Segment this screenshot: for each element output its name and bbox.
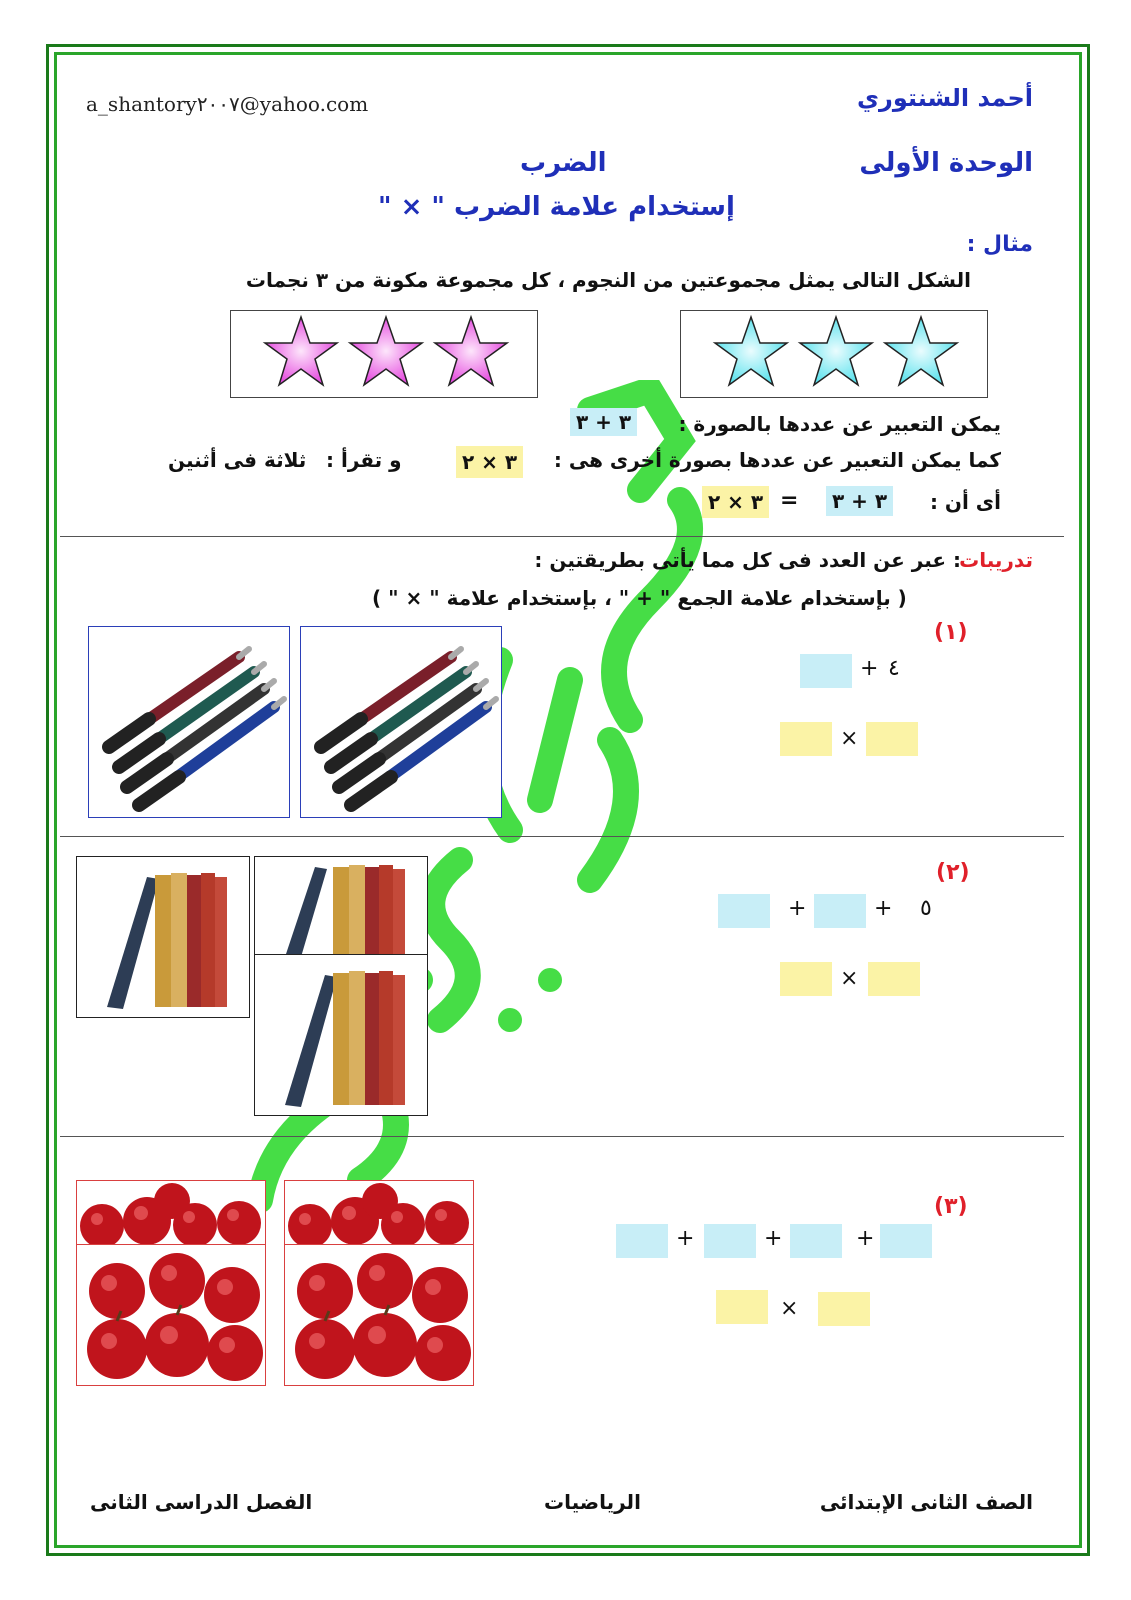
apples-icon bbox=[77, 1181, 265, 1249]
exercise-3-addend-box-4[interactable] bbox=[880, 1224, 932, 1258]
exercise-2-factor-box-right[interactable] bbox=[868, 962, 920, 996]
exercise-1-times: × bbox=[840, 726, 859, 751]
exercise-3-factor-box-right[interactable] bbox=[818, 1292, 870, 1326]
example-line2-text: كما يمكن التعبير عن عددها بصورة أخرى هى : bbox=[553, 448, 1001, 472]
apples-picture-3 bbox=[284, 1180, 474, 1250]
divider-1 bbox=[60, 536, 1064, 537]
exercise-3-number: (٣) bbox=[934, 1194, 968, 1219]
exercises-instruction: : عبر عن العدد فى كل مما يأتى بطريقتين : bbox=[534, 548, 961, 572]
exercise-2-addend-box-left[interactable] bbox=[718, 894, 770, 928]
exercise-3-plus-3: + bbox=[856, 1226, 875, 1251]
exercise-2-plus-left: + bbox=[788, 896, 807, 921]
footer-grade: الصف الثانى الإبتدائى bbox=[819, 1490, 1033, 1514]
example-read-text: ثلاثة فى أثنين bbox=[168, 448, 307, 472]
exercise-1-plus: + bbox=[860, 656, 879, 681]
star-group-right bbox=[680, 310, 988, 398]
exercise-2-plus-right: + bbox=[874, 896, 893, 921]
exercise-1-given: ٤ bbox=[888, 656, 900, 681]
divider-2 bbox=[60, 836, 1064, 837]
exercise-3-addend-box-1[interactable] bbox=[616, 1224, 668, 1258]
exercise-3-times: × bbox=[780, 1296, 799, 1321]
books-picture-1 bbox=[76, 856, 250, 1018]
exercise-1-number: (١) bbox=[934, 620, 968, 645]
pens-icon bbox=[301, 627, 501, 817]
lesson-title: الضرب bbox=[520, 148, 607, 178]
example-read-label: و تقرأ : bbox=[326, 448, 402, 472]
books-picture-2 bbox=[254, 856, 428, 958]
pens-picture-2 bbox=[300, 626, 502, 818]
apples-picture-2 bbox=[76, 1244, 266, 1386]
author-email[interactable]: a_shantory٢٠٠٧@yahoo.com bbox=[86, 92, 369, 116]
books-icon bbox=[77, 857, 249, 1017]
exercise-1-factor-box-right[interactable] bbox=[866, 722, 918, 756]
apples-picture-4 bbox=[284, 1244, 474, 1386]
exercise-1-factor-box-left[interactable] bbox=[780, 722, 832, 756]
exercise-3-addend-box-3[interactable] bbox=[790, 1224, 842, 1258]
books-icon bbox=[255, 955, 427, 1115]
exercise-3-plus-2: + bbox=[764, 1226, 783, 1251]
pens-icon bbox=[89, 627, 289, 817]
apples-icon bbox=[77, 1245, 265, 1385]
lesson-subtitle: إستخدام علامة الضرب " × " bbox=[378, 192, 735, 222]
exercise-3-plus-1: + bbox=[676, 1226, 695, 1251]
divider-3 bbox=[60, 1136, 1064, 1137]
watermark-signature bbox=[210, 380, 910, 1260]
exercise-2-number: (٢) bbox=[936, 860, 970, 885]
example-line3-equals: = bbox=[780, 488, 799, 513]
books-icon bbox=[255, 857, 427, 957]
pink-stars-icon bbox=[231, 311, 535, 395]
example-line1-text: يمكن التعبير عن عددها بالصورة : bbox=[678, 412, 1001, 436]
exercise-3-addend-box-2[interactable] bbox=[704, 1224, 756, 1258]
cyan-stars-icon bbox=[681, 311, 985, 395]
apples-picture-1 bbox=[76, 1180, 266, 1250]
pens-picture-1 bbox=[88, 626, 290, 818]
unit-title: الوحدة الأولى bbox=[859, 148, 1033, 178]
author-name: أحمد الشنتوري bbox=[857, 84, 1033, 112]
exercise-1-addend-box[interactable] bbox=[800, 654, 852, 688]
exercises-note: ( بإستخدام علامة الجمع " + " ، بإستخدام علامة " × " ) bbox=[372, 586, 907, 610]
example-line3-label: أى أن : bbox=[929, 490, 1001, 514]
apples-icon bbox=[285, 1245, 473, 1385]
exercise-3-factor-box-left[interactable] bbox=[716, 1290, 768, 1324]
example-line3-left: ٣ + ٣ bbox=[826, 486, 893, 516]
exercise-2-times: × bbox=[840, 966, 859, 991]
example-label: مثال : bbox=[966, 232, 1033, 257]
exercise-2-factor-box-left[interactable] bbox=[780, 962, 832, 996]
star-group-left bbox=[230, 310, 538, 398]
exercises-title: تدريبات bbox=[959, 548, 1033, 572]
apples-icon bbox=[285, 1181, 473, 1249]
exercise-2-addend-box-right[interactable] bbox=[814, 894, 866, 928]
example-description: الشكل التالى يمثل مجموعتين من النجوم ، كل مجموعة مكونة من ٣ نجمات bbox=[245, 268, 971, 292]
footer-term: الفصل الدراسى الثانى bbox=[90, 1490, 313, 1514]
example-line2-expr: ٣ × ٢ bbox=[456, 446, 523, 478]
example-line3-right: ٣ × ٢ bbox=[702, 486, 769, 518]
example-line1-expr: ٣ + ٣ bbox=[570, 408, 637, 436]
books-picture-3 bbox=[254, 954, 428, 1116]
exercise-2-given: ٥ bbox=[920, 896, 932, 921]
footer-subject: الرياضيات bbox=[544, 1490, 641, 1514]
